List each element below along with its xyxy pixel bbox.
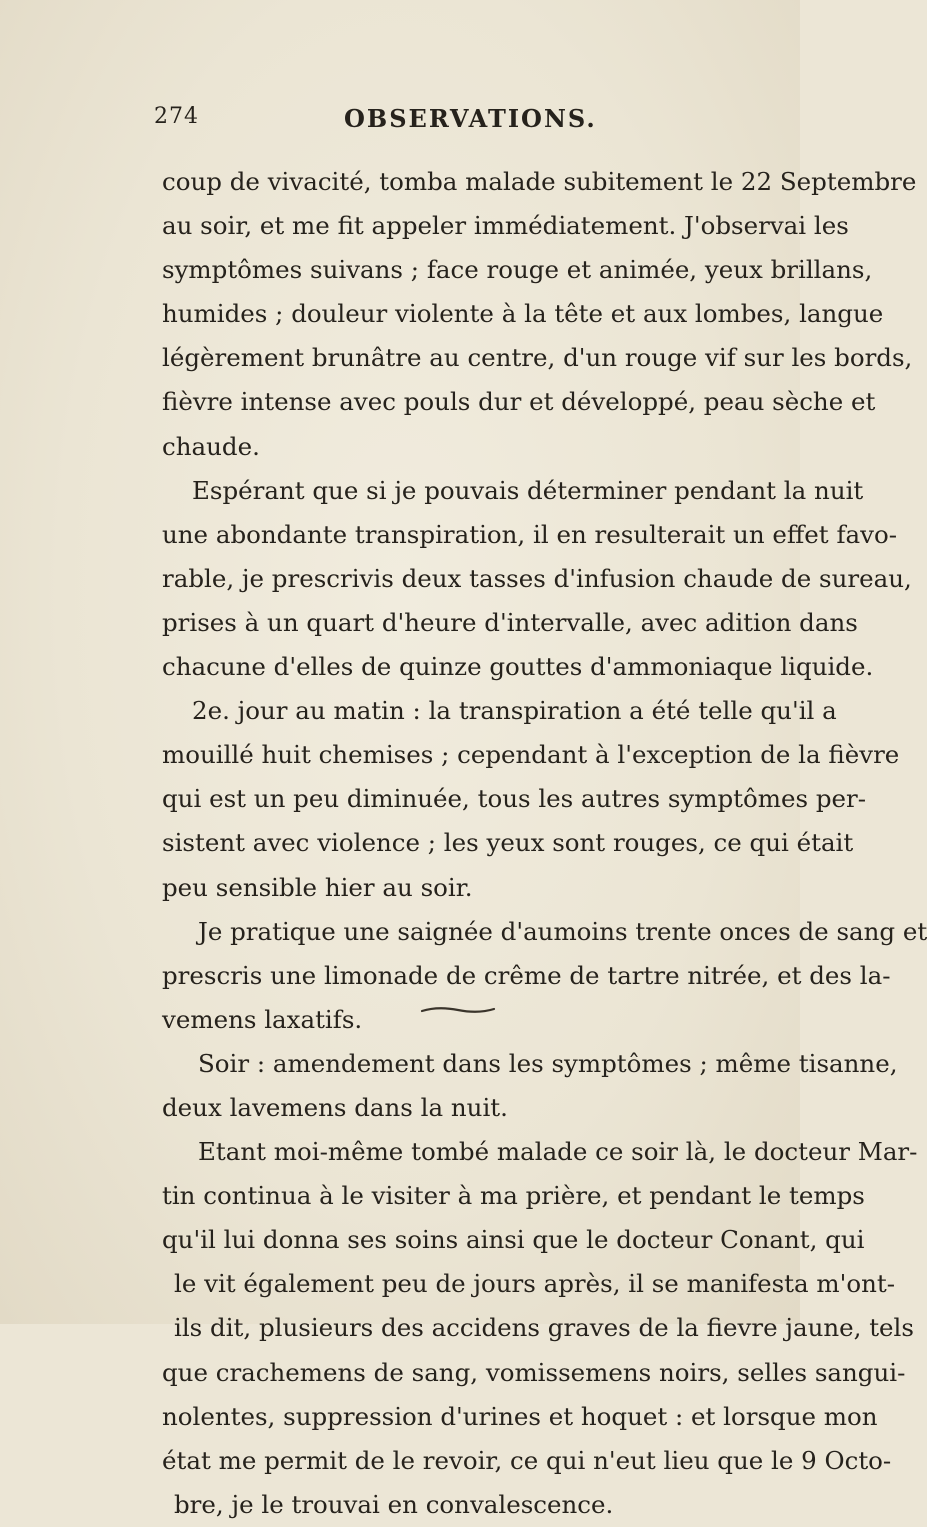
text-line: état me permit de le revoir, ce qui n'eut lieu que le 9 Octo- — [162, 1445, 892, 1475]
text-line: peu sensible hier au soir. — [162, 872, 473, 902]
text-line: vemens laxatifs. — [162, 1004, 363, 1034]
paragraph-start-line: Etant moi-même tombé malade ce soir là, le docteur Mar- — [198, 1137, 918, 1167]
text-line: chaude. — [162, 431, 260, 461]
text-line: humides ; douleur violente à la tête et aux lombes, langue — [162, 299, 884, 329]
text-line: prises à un quart d'heure d'intervalle, avec adition dans — [162, 607, 858, 637]
text-line: bre, je le trouvai en convalescence. — [174, 1489, 614, 1519]
text-line: coup de vivacité, tomba malade subitement le 22 Septembre — [162, 167, 917, 196]
page-header — [154, 104, 684, 144]
text-line: une abondante transpiration, il en resulterait un effet favo- — [162, 519, 897, 549]
text-line: symptômes suivans ; face rouge et animée, yeux brillans, — [162, 255, 873, 285]
text-line: nolentes, suppression d'urines et hoquet : et lorsque mon — [162, 1401, 878, 1431]
text-line: ils dit, plusieurs des accidens graves de la fievre jaune, tels — [174, 1313, 914, 1343]
text-line: mouillé huit chemises ; cependant à l'exception de la fièvre — [162, 740, 900, 770]
paragraph-start-line: Espérant que si je pouvais déterminer pendant la nuit — [192, 475, 864, 505]
text-line: sistent avec violence ; les yeux sont rouges, ce qui était — [162, 828, 854, 858]
text-line: qui est un peu diminuée, tous les autres symptômes per- — [162, 784, 867, 814]
text-line: fièvre intense avec pouls dur et développé, peau sèche et — [162, 387, 876, 417]
text-line: deux lavemens dans la nuit. — [162, 1092, 508, 1122]
body-text — [162, 160, 927, 1527]
text-line: rable, je prescrivis deux tasses d'infusion chaude de sureau, — [162, 563, 912, 593]
text-line: qu'il lui donna ses soins ainsi que le docteur Conant, qui — [162, 1225, 865, 1255]
paragraph-start-line: Soir : amendement dans les symptômes ; même tisanne, — [198, 1048, 898, 1078]
text-line: prescris une limonade de crême de tartre nitrée, et des la- — [162, 960, 891, 990]
running-title: OBSERVATIONS. — [344, 104, 597, 133]
end-ornament — [418, 1004, 498, 1016]
text-line: au soir, et me fit appeler immédiatement. J'observai les — [162, 211, 849, 241]
text-line: tin continua à le visiter à ma prière, et pendant le temps — [162, 1181, 865, 1211]
text-line: légèrement brunâtre au centre, d'un rouge vif sur les bords, — [162, 343, 913, 373]
text-line: le vit également peu de jours après, il se manifesta m'ont- — [174, 1269, 896, 1299]
page-number: 274 — [154, 104, 199, 129]
paragraph-start-line: 2e. jour au matin : la transpiration a été telle qu'il a — [192, 696, 837, 726]
text-line: que crachemens de sang, vomissemens noirs, selles sangui- — [162, 1357, 906, 1387]
text-line: chacune d'elles de quinze gouttes d'ammoniaque liquide. — [162, 652, 874, 682]
paragraph-start-line: Je pratique une saignée d'aumoins trente onces de sang et — [198, 916, 927, 946]
